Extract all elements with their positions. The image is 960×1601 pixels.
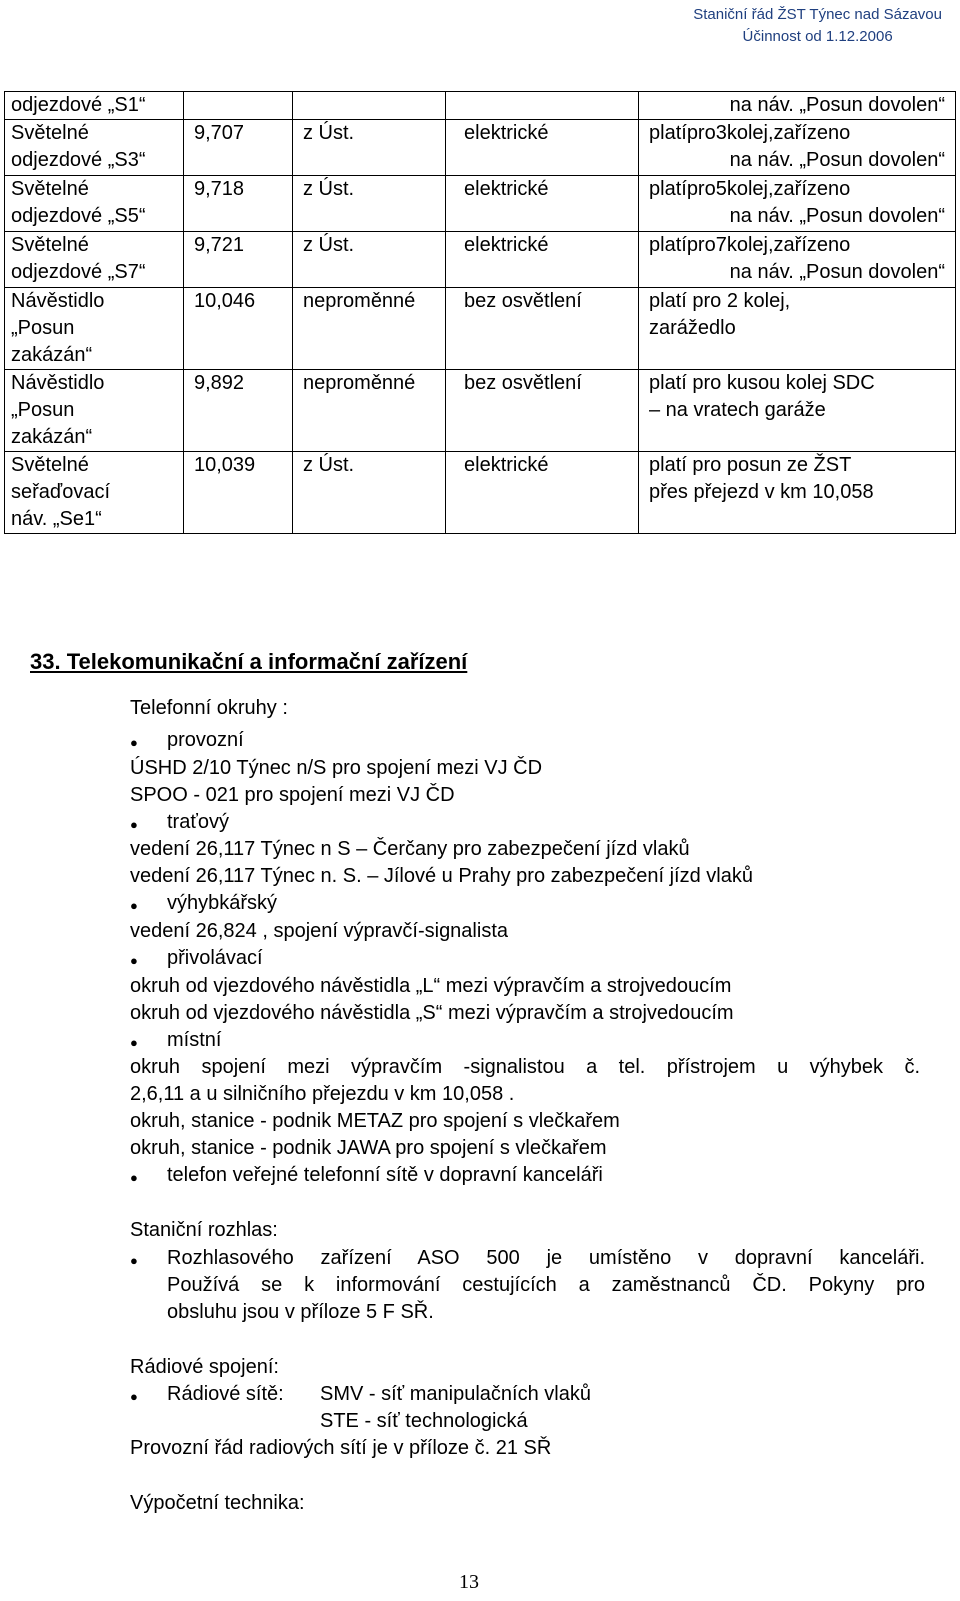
note-line: na náv. „Posun dovolen“ [729,149,945,171]
km-cell: 9,718 [184,176,293,232]
bullet-provozni: ● provozní [167,729,244,752]
km-cell: 9,892 [184,370,293,452]
signal-table [4,91,956,534]
text-line: vedení 26,824 , spojení výpravčí-signalista [130,920,508,942]
bullet-rozhlas: ● Rozhlasového zařízení ASO 500 je umístěno v dopravní kanceláři. [167,1247,925,1270]
text-line: 2,6,11 a u silničního přejezdu v km 10,058 . [130,1083,515,1105]
note-line: platí pro 2 kolej, [649,290,791,312]
note-cell [639,176,956,232]
signal-name-line: odjezdové „S7“ [11,261,146,283]
signal-name-line: Světelné [11,454,89,476]
table-row [5,92,956,120]
lighting-cell [446,92,639,120]
note-word: kolej, [726,234,774,256]
note-line: přes přejezd v km 10,058 [649,481,874,503]
signal-name-line: Světelné [11,122,89,144]
text-line: Provozní řád radiových sítí je v příloze č. 21 SŘ [130,1437,552,1459]
note-word: 3 [715,122,727,144]
km-cell: 9,721 [184,232,293,288]
note-word: 7 [715,234,727,256]
signal-name-line: odjezdové „S5“ [11,205,146,227]
km-cell: 10,039 [184,452,293,534]
note-line [649,120,951,147]
note-word: kolej, [726,178,774,200]
note-cell [639,232,956,288]
km-cell [184,92,293,120]
page-number: 13 [459,1571,479,1593]
header-title: Staniční řád ŽST Týnec nad Sázavou [693,6,942,23]
note-line [649,176,951,203]
note-word: platí [649,122,687,144]
note-word: pro [686,178,716,200]
note-word: platí [649,178,687,200]
section-title: 33. Telekomunikační a informační zařízení [30,649,468,674]
km-cell: 10,046 [184,288,293,370]
lighting-cell: bez osvětlení [446,288,639,370]
note-word: zařízeno [773,234,851,256]
radio-heading: Rádiové spojení: [130,1356,279,1378]
table-row [5,232,956,288]
note-line: platí pro kusou kolej SDC [649,372,875,394]
signal-name-cell [5,232,184,288]
text-line: SMV - síť manipulačních vlaků [320,1383,591,1405]
signal-name-line: seřaďovací [11,481,111,503]
control-cell: neproměnné [293,288,446,370]
bullet-tratovy: ● traťový [167,811,229,834]
text-line: okruh, stanice - podnik JAWA pro spojení s vlečkařem [130,1137,607,1159]
lighting-cell: elektrické [446,232,639,288]
control-cell: neproměnné [293,370,446,452]
control-cell: z Úst. [293,452,446,534]
signal-name-cell [5,288,184,370]
text-line: okruh, stanice - podnik METAZ pro spojení s vlečkařem [130,1110,620,1132]
table-row [5,288,956,370]
control-cell: z Úst. [293,176,446,232]
signal-name-line: zakázán“ [11,426,93,448]
note-cell [639,92,956,120]
table-row [5,176,956,232]
text-line: vedení 26,117 Týnec n. S. – Jílové u Prahy pro zabezpečení jízd vlaků [130,865,753,887]
station-pa-heading: Staniční rozhlas: [130,1219,278,1241]
control-cell: z Úst. [293,232,446,288]
signal-name-line: Návěstidlo [11,372,105,394]
text-line: obsluhu jsou v příloze 5 F SŘ. [167,1301,434,1323]
signal-name-line: odjezdové „S1“ [11,94,146,116]
signal-name-line: „Posun [11,399,75,421]
table-row [5,120,956,176]
computing-heading: Výpočetní technika: [130,1492,305,1514]
note-line [649,232,951,259]
note-word: pro [686,234,716,256]
signal-name-line: Světelné [11,234,89,256]
lighting-cell: elektrické [446,120,639,176]
note-cell [639,452,956,534]
bullet-vyhybkarsky: ● výhybkářský [167,892,277,915]
text-line: okruh spojení mezi výpravčím -signalistou a tel. přístrojem u výhybek č. [130,1056,920,1078]
text-line: okruh od vjezdového návěstidla „L“ mezi výpravčím a strojvedoucím [130,975,732,997]
bullet-mistni: ● místní [167,1029,221,1052]
control-cell [293,92,446,120]
lighting-cell: elektrické [446,452,639,534]
signal-name-line: Světelné [11,178,89,200]
bullet-privolavaci: ● přivolávací [167,947,263,970]
signal-name-cell [5,370,184,452]
signal-name-cell [5,92,184,120]
header-effective-date: Účinnost od 1.12.2006 [742,28,893,45]
note-line: zarážedlo [649,317,736,339]
table-row [5,452,956,534]
signal-name-line: náv. „Se1“ [11,508,102,530]
note-word: pro [686,122,716,144]
signal-name-cell [5,452,184,534]
lighting-cell: bez osvětlení [446,370,639,452]
signal-name-line: „Posun [11,317,75,339]
signal-name-line: odjezdové „S3“ [11,149,146,171]
bullet-radio-networks: ● Rádiové sítě: [167,1383,284,1406]
note-word: kolej, [726,122,774,144]
note-cell [639,120,956,176]
lighting-cell: elektrické [446,176,639,232]
note-line: na náv. „Posun dovolen“ [729,261,945,283]
km-cell: 9,707 [184,120,293,176]
signal-name-line: zakázán“ [11,344,93,366]
signal-name-cell [5,176,184,232]
note-line: – na vratech garáže [649,399,826,421]
note-word: zařízeno [773,122,851,144]
text-line: STE - síť technologická [320,1410,528,1432]
note-word: 5 [715,178,727,200]
text-line: Používá se k informování cestujících a zaměstnanců ČD. Pokyny pro [167,1274,925,1296]
note-word: platí [649,234,687,256]
note-line: platí pro posun ze ŽST [649,454,852,476]
note-cell [639,370,956,452]
phone-circuits-heading: Telefonní okruhy : [130,697,288,719]
table-row [5,370,956,452]
note-word: zařízeno [773,178,851,200]
text-line: vedení 26,117 Týnec n S – Čerčany pro zabezpečení jízd vlaků [130,838,690,860]
note-line: na náv. „Posun dovolen“ [729,94,945,116]
note-cell [639,288,956,370]
signal-name-cell [5,120,184,176]
text-line: SPOO - 021 pro spojení mezi VJ ČD [130,784,455,806]
signal-name-line: Návěstidlo [11,290,105,312]
bullet-telefon: ● telefon veřejné telefonní sítě v dopravní kanceláři [167,1164,603,1187]
control-cell: z Úst. [293,120,446,176]
page-header [693,4,942,48]
note-line: na náv. „Posun dovolen“ [729,205,945,227]
text-line: okruh od vjezdového návěstidla „S“ mezi výpravčím a strojvedoucím [130,1002,734,1024]
text-line: ÚSHD 2/10 Týnec n/S pro spojení mezi VJ ČD [130,757,543,779]
